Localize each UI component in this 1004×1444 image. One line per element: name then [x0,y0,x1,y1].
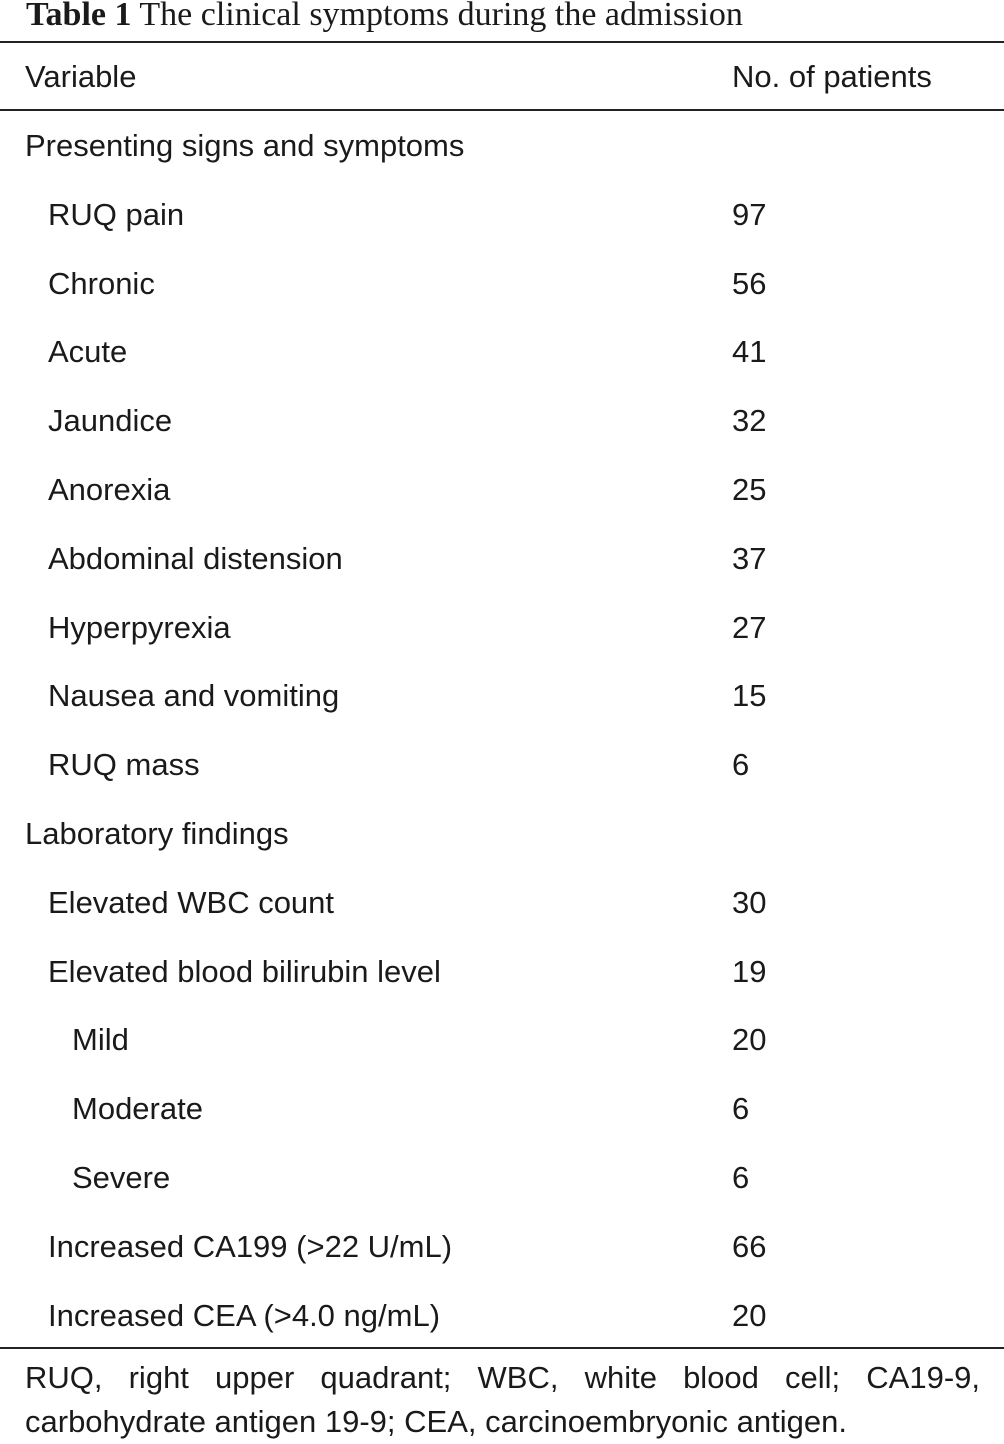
patient-count: 6 [732,1160,750,1195]
table-bottom-rule [0,1347,1004,1349]
table-row [0,1212,1004,1281]
patient-count: 25 [732,472,767,507]
variable-label: Chronic [48,265,155,301]
patient-count: 66 [732,1228,767,1264]
patient-count: 32 [732,403,767,439]
variable-label: Elevated WBC count [48,884,335,920]
table-row [0,249,1004,318]
variable-label: Nausea and vomiting [48,678,340,714]
variable-label: Jaundice [48,403,173,439]
table-row [0,1143,1004,1212]
patient-count: 20 [732,1022,767,1058]
variable-label: RUQ pain [48,196,185,232]
patient-count: 6 [732,1091,750,1127]
table-row [0,937,1004,1006]
variable-label: Increased CEA (>4.0 ng/mL) [48,1297,441,1333]
table-row [0,180,1004,249]
variable-label: Severe [72,1160,171,1195]
table-caption-title: The clinical symptoms during the admission [139,0,743,33]
table-section-row [0,799,1004,868]
patient-count: 27 [732,609,767,645]
variable-label: Anorexia [48,472,171,507]
variable-label: RUQ mass [48,747,200,783]
header-no-of-patients: No. of patients [732,59,932,94]
patient-count: 56 [732,265,767,301]
patient-count: 37 [732,540,767,576]
table-section-row [0,111,1004,180]
table-footnote: RUQ, right upper quadrant; WBC, white blood cell; CA19-9, carbohydrate antigen 19-9; CEA, carcinoembryonic antigen. [25,1360,980,1439]
patient-count: 15 [732,678,767,714]
patient-count: 20 [732,1297,767,1333]
table-row [0,868,1004,937]
patient-count: 30 [732,884,767,920]
table-row [0,317,1004,386]
section-label: Laboratory findings [25,816,289,851]
header-variable: Variable [25,59,137,94]
table-row [0,1281,1004,1350]
table-row [0,1074,1004,1143]
patient-count: 41 [732,334,767,370]
table-row [0,661,1004,730]
table-row [0,386,1004,455]
variable-label: Elevated blood bilirubin level [48,953,441,989]
table-header-row [0,42,1004,111]
table-caption-label: Table 1 [26,0,132,33]
variable-label: Increased CA199 (>22 U/mL) [48,1228,453,1264]
table-caption [26,0,743,39]
section-label: Presenting signs and symptoms [25,128,465,163]
table-row [0,524,1004,593]
patient-count: 6 [732,747,750,783]
patient-count: 97 [732,196,767,232]
patient-count: 19 [732,953,767,989]
variable-label: Moderate [72,1091,203,1127]
variable-label: Abdominal distension [48,540,343,576]
variable-label: Mild [72,1022,129,1058]
table-row [0,593,1004,662]
variable-label: Hyperpyrexia [48,609,231,645]
table-row [0,455,1004,524]
table-row [0,1005,1004,1074]
variable-label: Acute [48,334,128,370]
table-row [0,730,1004,799]
